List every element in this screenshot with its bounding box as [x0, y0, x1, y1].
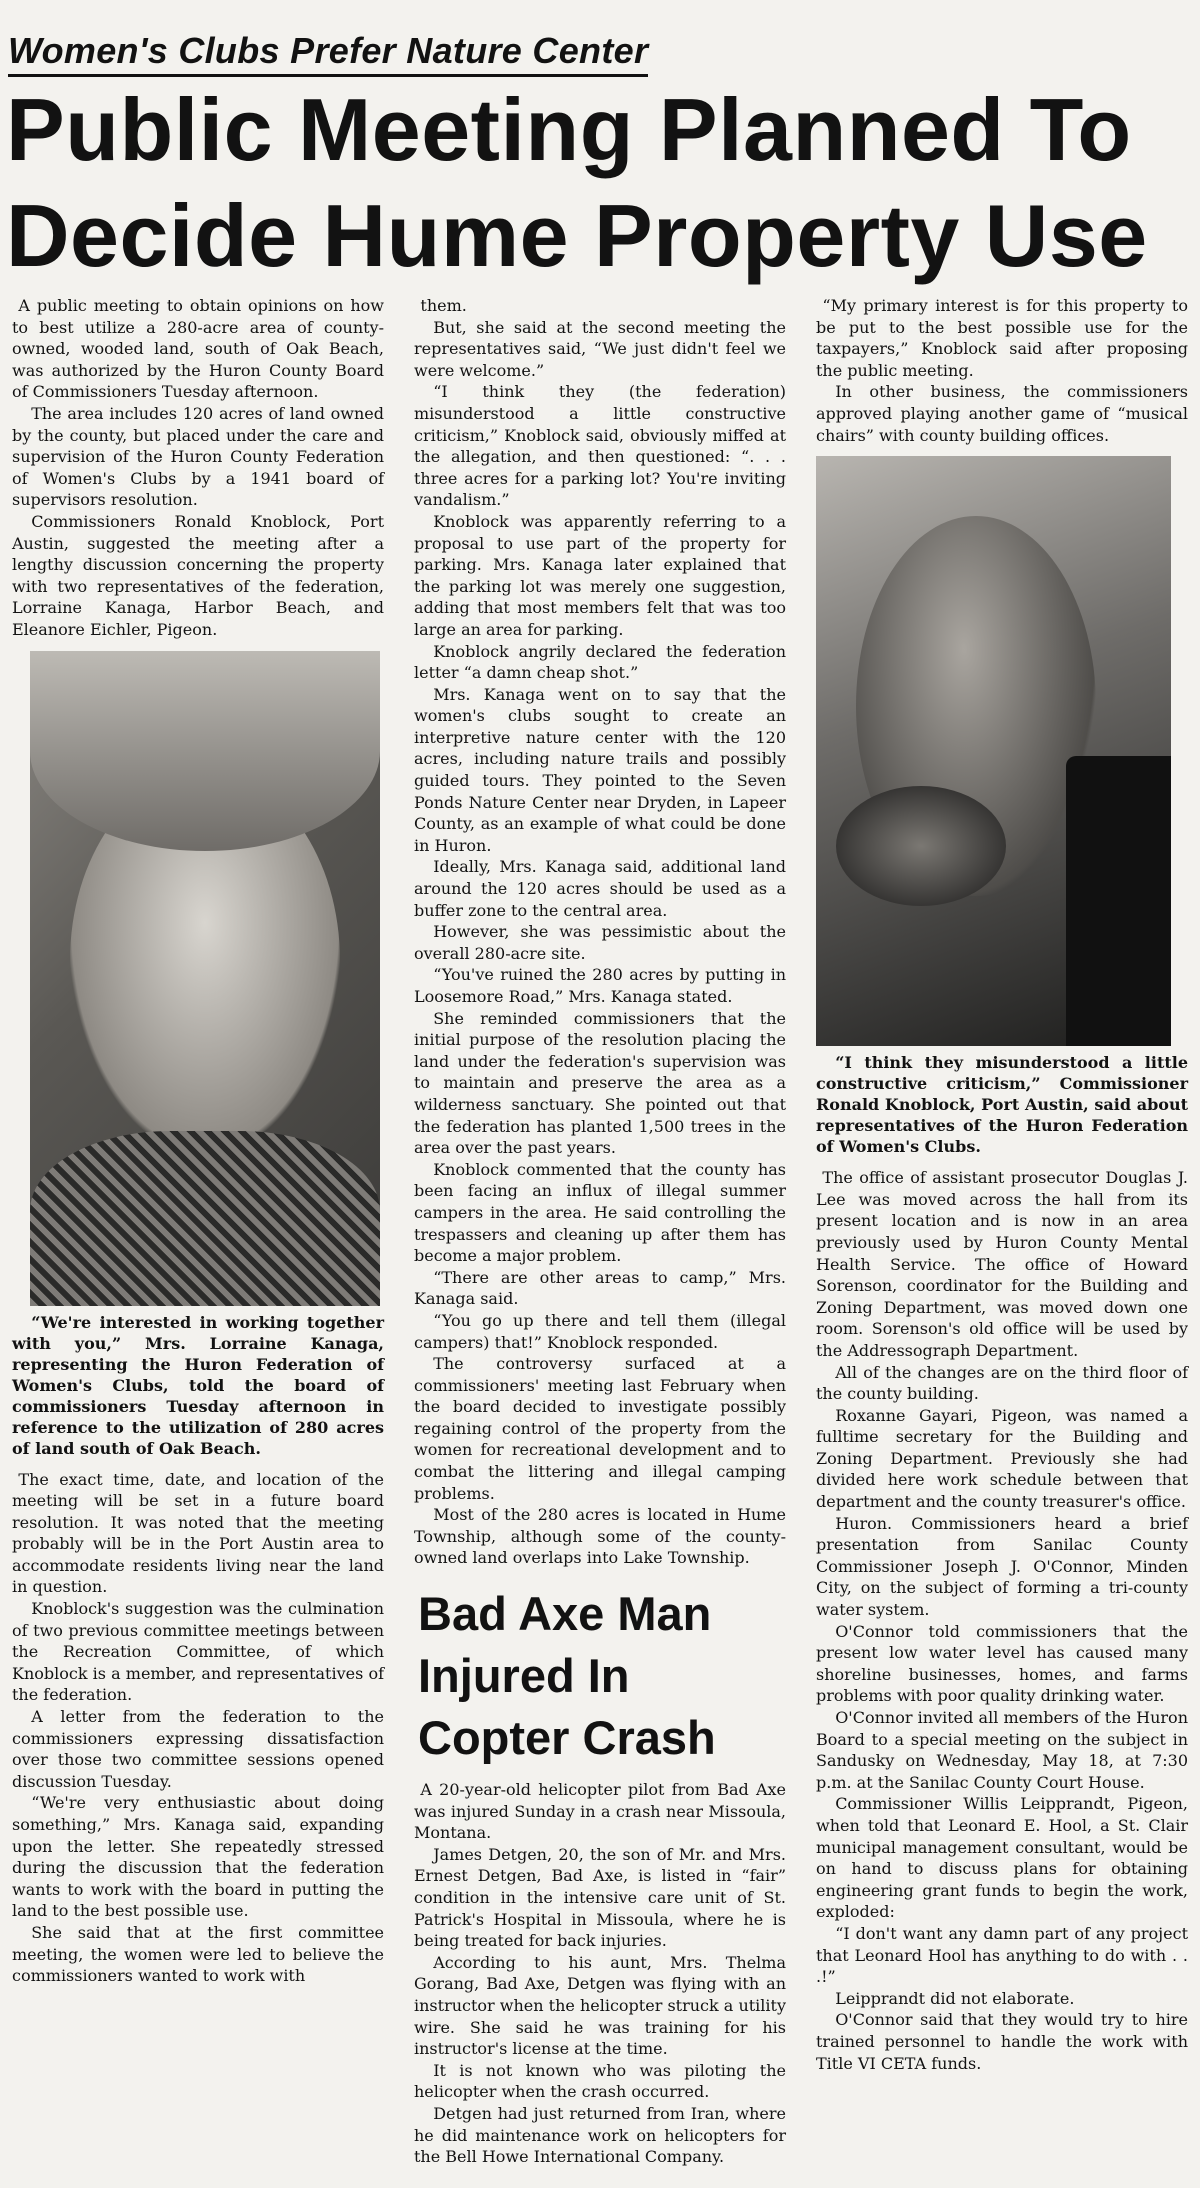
photo-lorraine-kanaga — [30, 651, 380, 1306]
paragraph: James Detgen, 20, the son of Mr. and Mrs. Ernest Detgen, Bad Axe, is listed in “fair” condition in the intensive care unit of St. Patrick's Hospital in Missoula, where he is being treated for back injuries. — [414, 1844, 786, 1951]
paragraph: She said that at the first committee meeting, the women were led to believe the commissioners wanted to work with — [12, 1922, 384, 1986]
column-3-bottom-text — [816, 1167, 1188, 2074]
article-columns — [0, 289, 1200, 2188]
paragraph: The exact time, date, and location of the meeting will be set in a future board resolution. It was noted that the meeting probably will be in the Port Austin area to accommodate residents living near the land in question. — [12, 1469, 384, 1597]
paragraph: The area includes 120 acres of land owned by the county, but placed under the care and supervision of the Huron County Federation of Women's Clubs by a 1941 board of supervisors resolution. — [12, 403, 384, 510]
paragraph: A 20-year-old helicopter pilot from Bad Axe was injured Sunday in a crash near Missoula, Montana. — [414, 1780, 786, 1843]
main-headline-line-2: Decide Hume Property Use — [6, 186, 1148, 285]
paragraph: According to his aunt, Mrs. Thelma Gorang, Bad Axe, Detgen was flying with an instructor when the helicopter struck a utility wire. She said he was training for his instructor's license at the time. — [414, 1952, 786, 2059]
paragraph: “I think they (the federation) misunderstood a little constructive criticism,” Knoblock said, obviously miffed at the allegation, and then questioned: “. . . three acres for a parking lot? You're inviting vandalism.” — [414, 382, 786, 510]
paragraph: Huron. Commissioners heard a brief presentation from Sanilac County Commissioner Joseph J. O'Connor, Minden City, on the subject of forming a tri-county water system. — [816, 1513, 1188, 1620]
column-3-top-text — [816, 295, 1188, 446]
paragraph: Ideally, Mrs. Kanaga said, additional land around the 120 acres should be used as a buffer zone to the central area. — [414, 857, 786, 920]
paragraph: Knoblock angrily declared the federation letter “a damn cheap shot.” — [414, 641, 786, 683]
paragraph: “You go up there and tell them (illegal campers) that!” Knoblock responded. — [414, 1310, 786, 1352]
photo-caption-knoblock: “I think they misunderstood a little constructive criticism,” Commissioner Ronald Knoblock, Port Austin, said about representatives of the Huron Federation of Women's Clubs. — [816, 1053, 1188, 1157]
column-1-top-text — [12, 295, 384, 641]
paragraph: The office of assistant prosecutor Douglas J. Lee was moved across the hall from its present location and is now in an area previously used by Huron County Mental Health Service. The office of Howard Sorenson, coordinator for the Building and Zoning Department, was moved down one room. Sorenson's old office will be used by the Addressograph Department. — [816, 1168, 1188, 1360]
paragraph: Leipprandt did not elaborate. — [835, 1988, 1075, 2008]
paragraph: O'Connor told commissioners that the present low water level has caused many shoreline businesses, homes, and farms problems with poor quality drinking water. — [816, 1621, 1188, 1706]
masthead — [0, 0, 1200, 289]
paragraph: Mrs. Kanaga went on to say that the women's clubs sought to create an interpretive nature center with the 120 acres, including nature trails and possibly guided tours. They pointed to the Seven Ponds Nature Center near Dryden, in Lapeer County, as an example of what could be done in Huron. — [414, 684, 786, 855]
paragraph: “My primary interest is for this property to be put to the best possible use for the taxpayers,” Knoblock said after proposing the public meeting. — [816, 296, 1188, 380]
column-1-bottom-text — [12, 1469, 384, 1987]
paragraph: Roxanne Gayari, Pigeon, was named a fulltime secretary for the Building and Zoning Department. Previously she had divided here work schedule between that department and the county treasurer's office. — [816, 1405, 1188, 1512]
paragraph: A letter from the federation to the commissioners expressing dissatisfaction over those two committee sessions opened discussion Tuesday. — [12, 1707, 384, 1791]
paragraph: However, she was pessimistic about the overall 280-acre site. — [414, 922, 786, 963]
crash-article-text — [414, 1779, 786, 2168]
paragraph: Knoblock's suggestion was the culmination of two previous committee meetings between the Recreation Committee, of which Knoblock is a member, and representatives of the federation. — [12, 1599, 384, 1705]
paragraph: “I don't want any damn part of any project that Leonard Hool has anything to do with . . .!” — [816, 1923, 1188, 1987]
paragraph: Knoblock commented that the county has been facing an influx of illegal summer campers in the area. He said controlling the trespassers and cleaning up after them has become a major problem. — [414, 1159, 786, 1266]
paragraph: But, she said at the second meeting the representatives said, “We just didn't feel we were welcome.” — [414, 317, 786, 380]
paragraph: It is not known who was piloting the helicopter when the crash occurred. — [414, 2060, 786, 2102]
column-2 — [414, 295, 786, 2168]
paragraph: “There are other areas to camp,” Mrs. Kanaga said. — [414, 1267, 786, 1309]
crash-headline-line-2: Injured In — [418, 1649, 630, 1703]
paragraph: All of the changes are on the third floor of the county building. — [816, 1362, 1188, 1404]
crash-headline-line-1: Bad Axe Man — [418, 1587, 712, 1641]
column-3 — [816, 295, 1188, 2074]
photo-caption-kanaga: “We're interested in working together with you,” Mrs. Lorraine Kanaga, representing the Huron Federation of Women's Clubs, told the board of commissioners Tuesday afternoon in reference to the utilization of 280 acres of land south of Oak Beach. — [12, 1312, 384, 1458]
paragraph: O'Connor invited all members of the Huron Board to a special meeting on the subject in Sandusky on Wednesday, May 18, at 7:30 p.m. at the Sanilac County Court House. — [816, 1708, 1188, 1792]
photo-ronald-knoblock — [816, 456, 1171, 1046]
paragraph: Commissioners Ronald Knoblock, Port Austin, suggested the meeting after a lengthy discussion concerning the property with two representatives of the federation, Lorraine Kanaga, Harbor Beach, and Eleanore Eichler, Pigeon. — [12, 511, 384, 639]
crash-headline-line-3: Copter Crash — [418, 1711, 716, 1765]
paragraph: In other business, the commissioners approved playing another game of “musical chairs” with county building offices. — [816, 382, 1188, 445]
main-headline-line-1: Public Meeting Planned To — [6, 80, 1132, 179]
paragraph: Commissioner Willis Leipprandt, Pigeon, when told that Leonard E. Hool, a St. Clair municipal management consultant, would be on hand to discuss plans for obtaining engineering grant funds to begin the work, exploded: — [816, 1794, 1188, 1922]
paragraph: A public meeting to obtain opinions on how to best utilize a 280-acre area of county-owned, wooded land, south of Oak Beach, was authorized by the Huron County Board of Commissioners Tuesday afternoon. — [12, 296, 384, 402]
paragraph: She reminded commissioners that the initial purpose of the resolution placing the land under the federation's supervision was to maintain and preserve the area as a wilderness sanctuary. She pointed out that the federation has planted 1,500 trees in the area over the past years. — [414, 1008, 786, 1158]
paragraph: Most of the 280 acres is located in Hume Township, although some of the county-owned land overlaps into Lake Township. — [414, 1505, 786, 1568]
paragraph: “You've ruined the 280 acres by putting in Loosemore Road,” Mrs. Kanaga stated. — [414, 965, 786, 1006]
column-2-text — [414, 295, 786, 1569]
column-1 — [12, 295, 384, 1987]
paragraph: The controversy surfaced at a commissioners' meeting last February when the board decided to investigate possibly regaining control of the property from the women for recreational development and to combat the littering and illegal camping problems. — [414, 1354, 786, 1503]
paragraph: O'Connor said that they would try to hire trained personnel to handle the work with Title VI CETA funds. — [816, 2010, 1188, 2073]
paragraph: Detgen had just returned from Iran, where he did maintenance work on helicopters for the Bell Howe International Company. — [414, 2103, 786, 2167]
paragraph: Knoblock was apparently referring to a proposal to use part of the property for parking. Mrs. Kanaga later explained that the parking lot was merely one suggestion, adding that most members felt that was too large an area for parking. — [414, 511, 786, 639]
kicker-headline: Women's Clubs Prefer Nature Center — [8, 30, 648, 77]
paragraph: them. — [420, 296, 467, 315]
paragraph: “We're very enthusiastic about doing something,” Mrs. Kanaga said, expanding upon the letter. She repeatedly stressed during the discussion that the federation wants to work with the board in putting the land to the best possible use. — [12, 1793, 384, 1921]
crash-article-headline — [418, 1583, 786, 1769]
